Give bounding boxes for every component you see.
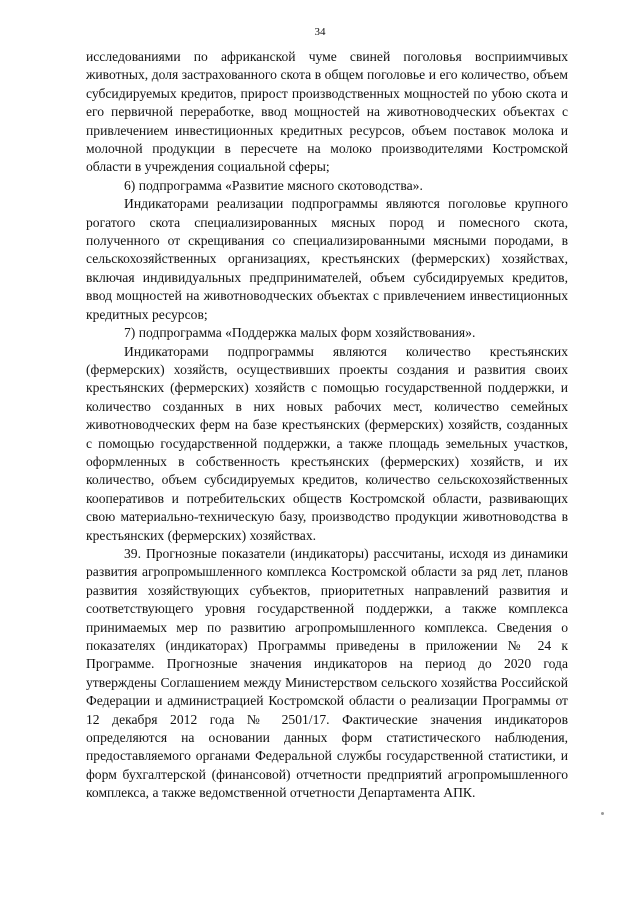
document-body: [86, 48, 568, 803]
paragraph-subprogram-7-indicators: Индикаторами подпрограммы являются количество крестьянских (фермерских) хозяйств, осуществивших проекты создания и развития своих крестьянских (фермерских) хозяйств с помощью государственной поддержки, и количество созданных в них новых рабочих мест, количество семейных животноводческих ферм на базе крестьянских (фермерских) хозяйств, созданных с помощью государственной поддержки, а также площадь земельных участков, оформленных в собственность крестьянских (фермерских) хозяйств, и их количество, объем субсидируемых кредитов, количество сельскохозяйственных кооперативов и потребительских обществ Костромской области, развивающих свою материально-техническую базу, производство продукции животноводства в крестьянских (фермерских) хозяйствах.: [86, 343, 568, 543]
paragraph-subprogram-6-indicators: Индикаторами реализации подпрограммы являются поголовье крупного рогатого скота специализированных мясных пород и помесного скота, полученного от скрещивания со специализированными мясными породами, в сельскохозяйственных организациях, крестьянских (фермерских) хозяйствах, включая индивидуальных предпринимателей, объем субсидируемых кредитов, ввод мощностей на животноводческих объектах с привлечением инвестиционных кредитных ресурсов;: [86, 196, 568, 322]
scan-dot-mark: [601, 812, 604, 815]
paragraph-subprogram-7-title: 7) подпрограмма «Поддержка малых форм хозяйствования».: [124, 325, 476, 341]
page-number: 34: [314, 26, 326, 38]
paragraph-livestock-indicators-continued: исследованиями по африканской чуме свиней поголовья восприимчивых животных, доля застрахованного скота в общем поголовье и его количество, объем субсидируемых кредитов, прирост производственных мощностей по убою скота и его первичной переработке, ввод мощностей на животноводческих объектах с привлечением инвестиционных кредитных ресурсов, объем поставок молока и молочной продукции в пересчете на молоко производителями Костромской области в учреждения социальной сферы;: [86, 49, 568, 175]
paragraph-39-forecast-indicators: 39. Прогнозные показатели (индикаторы) рассчитаны, исходя из динамики развития агропромышленного комплекса Костромской области за ряд лет, планов развития хозяйствующих субъектов, приоритетных направлений развития и соответствующего уровня государственной поддержки, а также комплекса принимаемых мер по развитию агропромышленного комплекса. Сведения о показателях (индикаторах) Программы приведены в приложении № 24 к Программе. Прогнозные значения индикаторов на период до 2020 года утверждены Соглашением между Министерством сельского хозяйства Российской Федерации и администрацией Костромской области о реализации Программы от 12 декабря 2012 года № 2501/17. Фактические значения индикаторов определяются на основании данных форм статистического наблюдения, предоставляемого органами Федеральной службы государственной статистики, и форм бухгалтерской (финансовой) отчетности предприятий агропромышленного комплекса, а также ведомственной отчетности Департамента АПК.: [86, 545, 568, 801]
paragraph-subprogram-6-title: 6) подпрограмма «Развитие мясного скотоводства».: [124, 177, 423, 193]
